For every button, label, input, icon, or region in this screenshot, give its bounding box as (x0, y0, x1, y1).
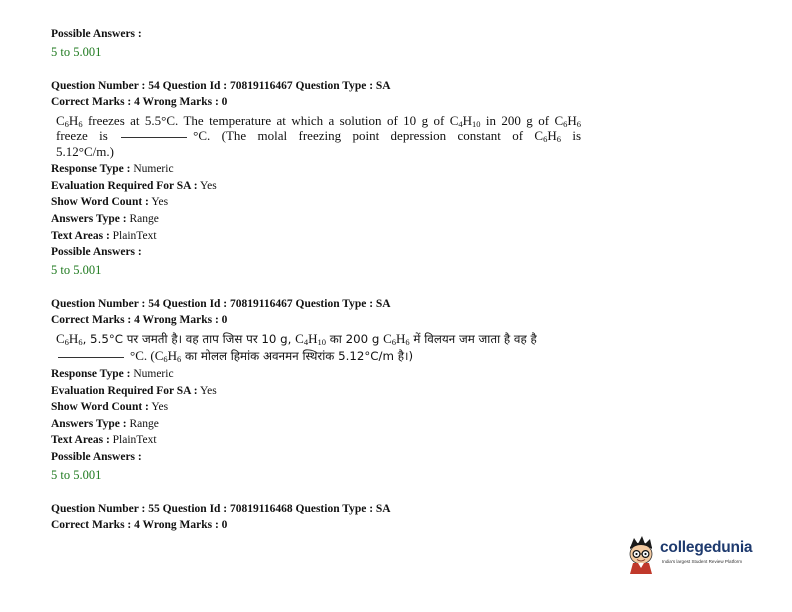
answers-type-value: Range (129, 213, 159, 226)
response-type-label: Response Type : (51, 368, 131, 381)
possible-answers-label: Possible Answers : (51, 246, 142, 259)
text-areas-label: Text Areas : (51, 229, 110, 242)
logo-tagline: India's largest Student Review Platform (662, 559, 743, 564)
evaluation-value: Yes (200, 179, 217, 192)
possible-answers-value: 5 to 5.001 (51, 262, 102, 277)
response-type-value: Numeric (133, 368, 174, 381)
document-page (51, 26, 611, 534)
evaluation-label: Evaluation Required For SA : (51, 179, 198, 192)
response-type-label: Response Type : (51, 163, 131, 176)
question-header: Question Number : 54 Question Id : 70819116467 Question Type : SA (51, 79, 391, 92)
mascot-icon (624, 532, 660, 576)
response-type-value: Numeric (133, 163, 174, 176)
answer-blank (121, 136, 187, 138)
answers-type-label: Answers Type : (51, 417, 127, 430)
question-text: $C_6H_6$, 5.5°C पर जमती है। वह ताप जिस पर 10 g, $C_4H_{10}$ का 200 g $C_6H_6$ में विलयन जम जाता है वह है °C. ($C_6H_6$ का मोलल हिमांक अवनमन स्थिरांक 5.12°C/m है।) (56, 331, 537, 364)
evaluation-value: Yes (200, 384, 217, 397)
possible-answers-value: 5 to 5.001 (51, 44, 102, 59)
question-marks: Correct Marks : 4 Wrong Marks : 0 (51, 314, 228, 327)
answers-type-value: Range (129, 417, 159, 430)
show-word-count-label: Show Word Count : (51, 196, 149, 209)
question-text: $C_6H_6$ freezes at 5.5°C. The temperature at which a solution of 10 g of $C_4H_{10}$ in 200 g of $C_6H_6$ freeze is °C. (The molal freezing point depression constant of $C_6H_6$ is 5.12°C/m.) (56, 112, 582, 159)
possible-answers-label: Possible Answers : (51, 451, 142, 463)
text-areas-label: Text Areas : (51, 434, 110, 447)
question-54-hindi (51, 296, 611, 484)
question-marks: Correct Marks : 4 Wrong Marks : 0 (51, 519, 228, 532)
possible-answers-label: Possible Answers : (51, 28, 142, 40)
evaluation-label: Evaluation Required For SA : (51, 384, 198, 397)
show-word-count-value: Yes (151, 401, 169, 414)
collegedunia-logo (624, 532, 774, 578)
show-word-count-value: Yes (151, 196, 169, 209)
show-word-count-label: Show Word Count : (51, 401, 149, 414)
question-marks: Correct Marks : 4 Wrong Marks : 0 (51, 96, 228, 109)
question-55 (51, 501, 611, 534)
question-54-english (51, 78, 611, 279)
possible-answers-value: 5 to 5.001 (51, 467, 102, 482)
answer-blank (58, 356, 124, 358)
question-header: Question Number : 55 Question Id : 70819116468 Question Type : SA (51, 502, 391, 515)
logo-wordmark: collegedunia (660, 539, 753, 556)
answers-type-label: Answers Type : (51, 213, 127, 226)
text-areas-value: PlainText (112, 229, 157, 242)
question-header: Question Number : 54 Question Id : 70819116467 Question Type : SA (51, 297, 391, 310)
text-areas-value: PlainText (112, 434, 157, 447)
